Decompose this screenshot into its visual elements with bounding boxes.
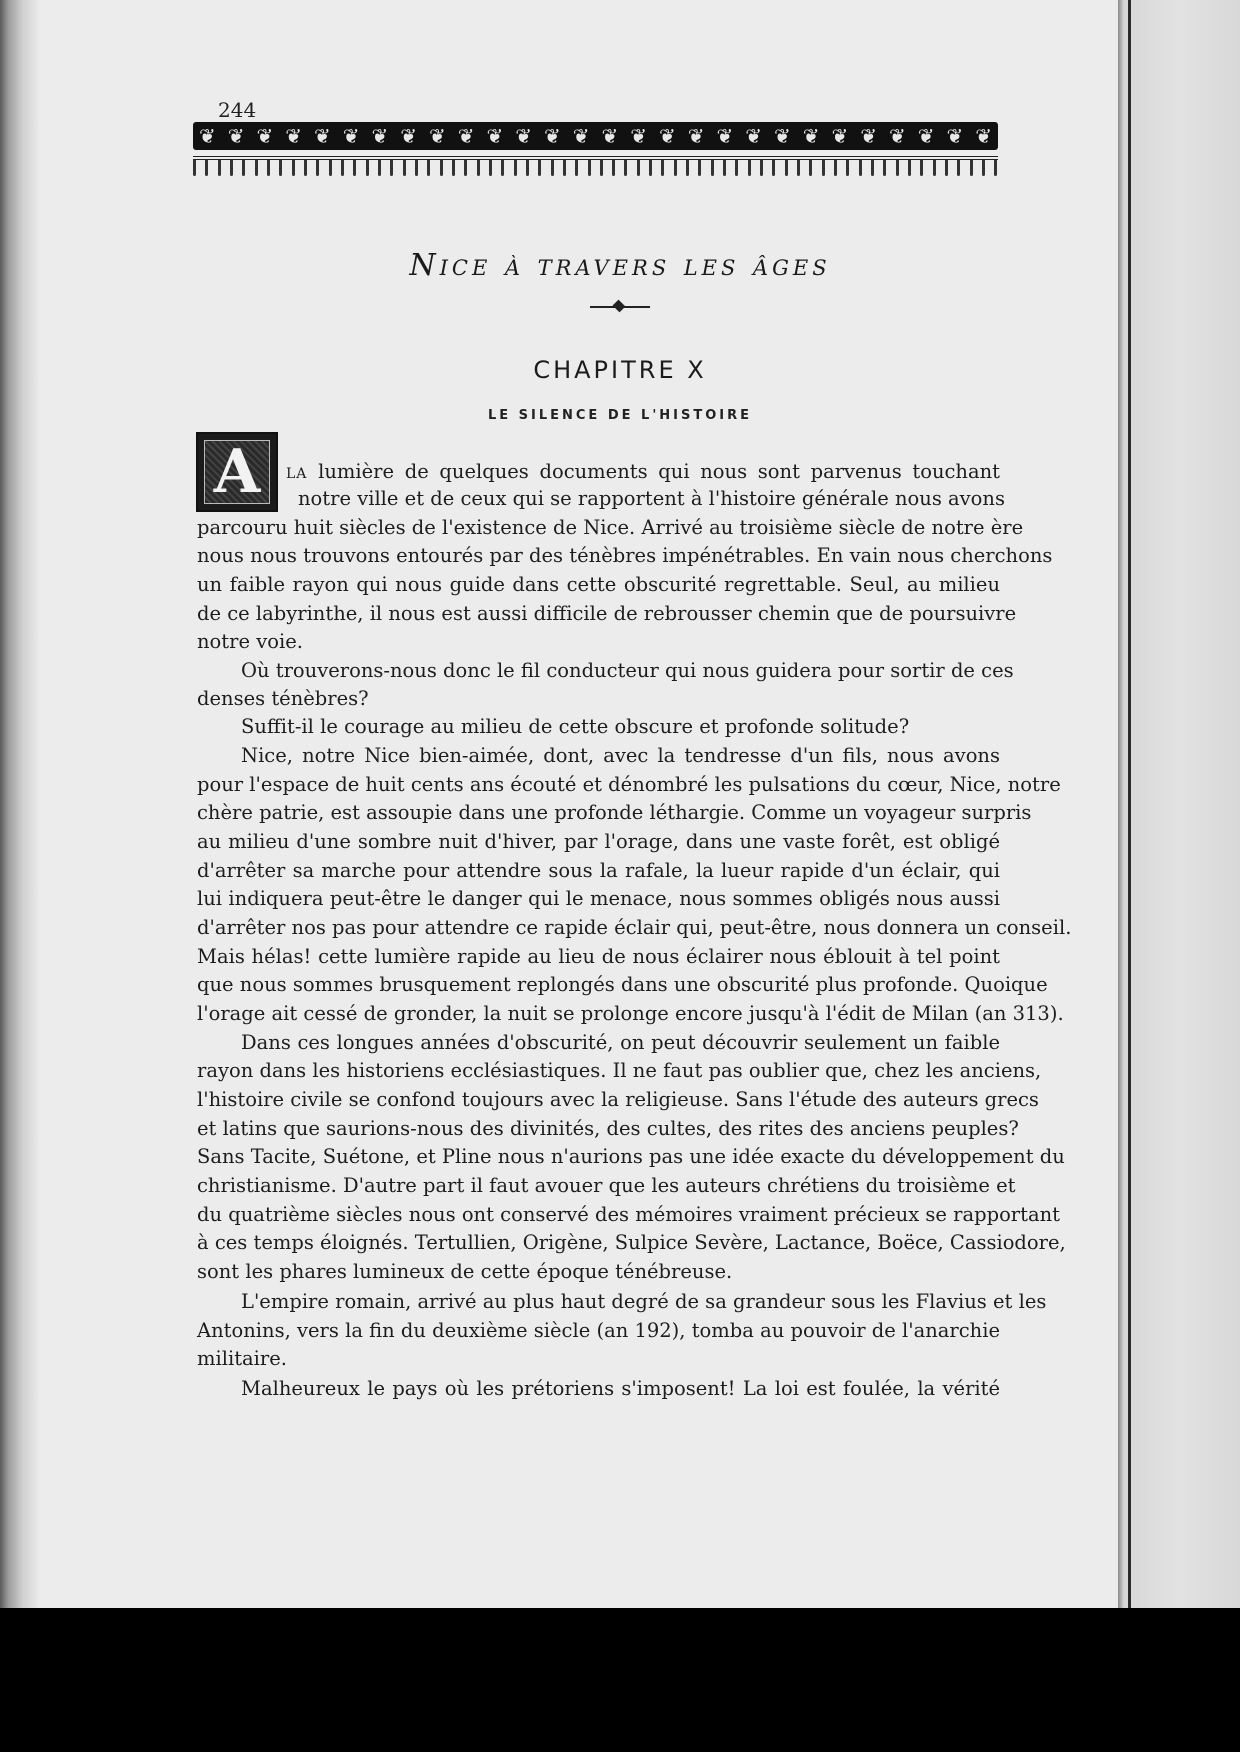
header-ornament-fringe bbox=[193, 156, 998, 186]
running-book-title: Nice à travers les âges bbox=[409, 248, 831, 283]
text-line bbox=[286, 460, 1000, 486]
text-line: christianisme. D'autre part il faut avouer que les auteurs chrétiens du troisième et bbox=[197, 1174, 1016, 1197]
text-line: de ce labyrinthe, il nous est aussi difficile de rebrousser chemin que de poursuivre bbox=[197, 602, 1017, 625]
text-line: chère patrie, est assoupie dans une profonde léthargie. Comme un voyageur surpris bbox=[197, 801, 1032, 824]
text-line: L'empire romain, arrivé au plus haut degré de sa grandeur sous les Flavius et les bbox=[241, 1290, 1047, 1313]
text-line: l'orage ait cessé de gronder, la nuit se prolonge encore jusqu'à l'édit de Milan (an 313). bbox=[197, 1002, 1064, 1025]
text-line: du quatrième siècles nous ont conservé des mémoires vraiment précieux se rapportant bbox=[197, 1203, 1060, 1226]
text-line: et latins que saurions-nous des divinités, des cultes, des rites des anciens peuples? bbox=[197, 1117, 1019, 1140]
text-line: pour l'espace de huit cents ans écouté et dénombré les pulsations du cœur, Nice, notre bbox=[197, 773, 1061, 796]
text-line: Où trouverons-nous donc le fil conducteur qui nous guidera pour sortir de ces bbox=[241, 659, 1014, 682]
text-line: d'arrêter sa marche pour attendre sous la rafale, la lueur rapide d'un éclair, qui bbox=[197, 859, 1000, 882]
binding-shadow bbox=[0, 0, 40, 1608]
text-line: Sans Tacite, Suétone, et Pline nous n'aurions pas une idée exacte du développement du bbox=[197, 1145, 1065, 1168]
first-word-smallcaps: LA bbox=[286, 466, 308, 482]
title-rule-ornament bbox=[613, 300, 626, 313]
text-line: l'histoire civile se confond toujours avec la religieuse. Sans l'étude des auteurs grecs bbox=[197, 1088, 1039, 1111]
text-line: Nice, notre Nice bien-aimée, dont, avec la tendresse d'un fils, nous avons bbox=[241, 744, 1000, 767]
facing-page-edge bbox=[1118, 0, 1240, 1608]
text-line: au milieu d'une sombre nuit d'hiver, par l'orage, dans une vaste forêt, est obligé bbox=[197, 830, 1000, 853]
text-line: denses ténèbres? bbox=[197, 687, 369, 710]
text-line: notre voie. bbox=[197, 630, 303, 653]
chapter-subtitle: LE SILENCE DE L'HISTOIRE bbox=[487, 408, 753, 423]
header-ornament-band: ❦ ❦ ❦ ❦ ❦ ❦ ❦ ❦ ❦ ❦ ❦ ❦ ❦ ❦ ❦ ❦ ❦ ❦ ❦ ❦ ❦ ❦ ❦ ❦ ❦ ❦ ❦ ❦ bbox=[193, 122, 998, 150]
text-line: sont les phares lumineux de cette époque ténébreuse. bbox=[197, 1260, 733, 1283]
text-line: un faible rayon qui nous guide dans cette obscurité regrettable. Seul, au milieu bbox=[197, 573, 1000, 596]
text-line: d'arrêter nos pas pour attendre ce rapide éclair qui, peut-être, nous donnera un conseil. bbox=[197, 916, 1072, 939]
text-line: à ces temps éloignés. Tertullien, Origène, Sulpice Sevère, Lactance, Boëce, Cassiodore, bbox=[197, 1231, 1066, 1254]
drop-cap bbox=[196, 432, 278, 512]
text-line: rayon dans les historiens ecclésiastiques. Il ne faut pas oublier que, chez les anciens, bbox=[197, 1059, 1042, 1082]
page-edge-line bbox=[1128, 0, 1131, 1608]
text-line: Antonins, vers la fin du deuxième siècle (an 192), tomba au pouvoir de l'anarchie bbox=[197, 1319, 1000, 1342]
text-line: nous nous trouvons entourés par des ténèbres impénétrables. En vain nous cherchons bbox=[197, 544, 1053, 567]
text-line: Dans ces longues années d'obscurité, on peut découvrir seulement un faible bbox=[241, 1031, 1000, 1054]
chapter-heading: CHAPITRE X bbox=[533, 356, 707, 384]
text-line: que nous sommes brusquement replongés dans une obscurité plus profonde. Quoique bbox=[197, 973, 1048, 996]
text-line: notre ville et de ceux qui se rapportent à l'histoire générale nous avons bbox=[298, 487, 1005, 510]
text-line: Mais hélas! cette lumière rapide au lieu de nous éclairer nous éblouit à tel point bbox=[197, 945, 1000, 968]
text-line-content: lumière de quelques documents qui nous sont parvenus touchant bbox=[318, 460, 1001, 483]
drop-cap-ornament bbox=[204, 437, 270, 507]
text-line: Malheureux le pays où les prétoriens s'imposent! La loi est foulée, la vérité bbox=[241, 1377, 1000, 1400]
text-line: lui indiquera peut-être le danger qui le menace, nous sommes obligés nous aussi bbox=[197, 887, 1000, 910]
text-line: Suffit-il le courage au milieu de cette obscure et profonde solitude? bbox=[241, 715, 910, 738]
page-number: 244 bbox=[218, 98, 257, 122]
text-line: parcouru huit siècles de l'existence de Nice. Arrivé au troisième siècle de notre ère bbox=[197, 516, 1024, 539]
drop-cap-letter: A bbox=[213, 437, 261, 507]
text-line: militaire. bbox=[197, 1347, 287, 1370]
